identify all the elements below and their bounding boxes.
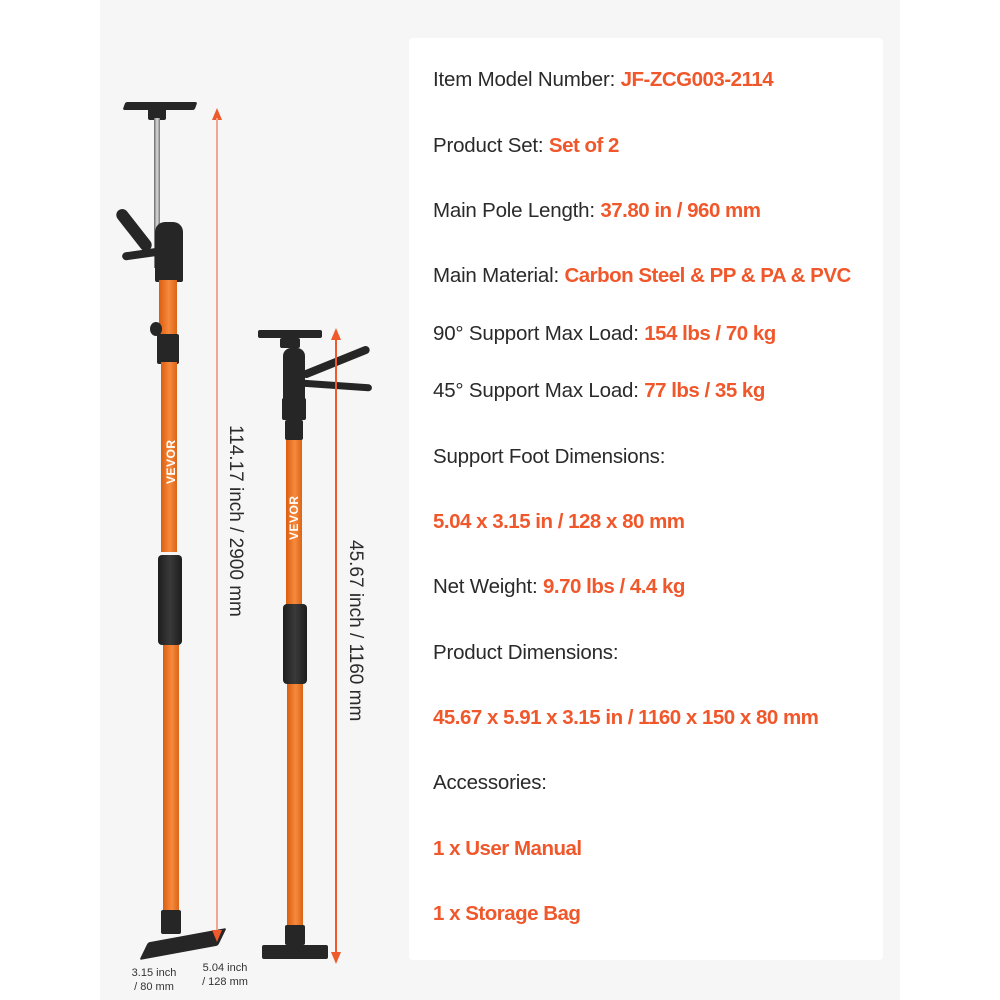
top-plate-mount-2 xyxy=(280,338,300,348)
tall-dimension-line xyxy=(216,118,218,933)
brand-logo-2: VEVOR xyxy=(287,495,301,540)
collar-sleeve-2 xyxy=(285,420,303,440)
spec-accessories-label: Accessories: xyxy=(433,771,547,794)
spec-label: Product Set: xyxy=(433,134,549,157)
lock-collar xyxy=(157,334,179,364)
spec-label: 90° Support Max Load: xyxy=(433,322,645,345)
foot-collar-2 xyxy=(285,925,305,945)
spec-value: 37.80 in / 960 mm xyxy=(600,199,761,222)
spec-label: Item Model Number: xyxy=(433,68,621,91)
top-plate-icon-2 xyxy=(258,330,322,338)
clamp-handle-icon xyxy=(114,207,154,254)
dimension-arrow-down-icon xyxy=(212,930,222,942)
spec-product-set xyxy=(433,134,619,158)
foot-plate-icon-2 xyxy=(262,945,328,959)
spec-product-dimensions-value: 45.67 x 5.91 x 3.15 in / 1160 x 150 x 80 mm xyxy=(433,706,819,729)
foot-width-mm: / 80 mm xyxy=(134,981,174,993)
clamp-body xyxy=(155,222,183,282)
spec-product-dimensions-label: Product Dimensions: xyxy=(433,641,619,664)
pole-upper-segment xyxy=(159,280,177,342)
foam-grip-2 xyxy=(283,604,307,684)
spec-value: JF-ZCG003-2114 xyxy=(620,68,774,91)
spec-load-90 xyxy=(433,322,776,346)
short-dimension-line xyxy=(335,338,337,956)
lock-knob-icon xyxy=(150,322,162,336)
pole-lower-segment-2 xyxy=(287,684,303,929)
short-pole-height-label: 45.67 inch / 1160 mm xyxy=(345,540,366,722)
spec-net-weight xyxy=(433,575,685,599)
spec-label: 45° Support Max Load: xyxy=(433,379,645,402)
brand-logo: VEVOR xyxy=(164,439,178,484)
spec-value: 9.70 lbs / 4.4 kg xyxy=(543,575,685,598)
spec-value: 154 lbs / 70 kg xyxy=(644,322,776,345)
pole-lower-segment xyxy=(163,645,179,915)
foot-collar xyxy=(161,910,181,934)
spec-value: Set of 2 xyxy=(548,134,619,157)
foot-length-mm: / 128 mm xyxy=(202,976,248,988)
dimension-arrow-down-icon-2 xyxy=(331,952,341,964)
spec-load-45 xyxy=(433,379,765,403)
spec-value: Carbon Steel & PP & PA & PVC xyxy=(564,264,851,287)
accessory-item: 1 x Storage Bag xyxy=(433,902,581,925)
foot-length-label xyxy=(194,961,256,989)
spec-foot-dimensions-label: Support Foot Dimensions: xyxy=(433,445,666,468)
foot-width-in: 3.15 inch xyxy=(131,967,177,979)
tall-pole-height-label: 114.17 inch / 2900 mm xyxy=(225,425,246,617)
accessory-item: 1 x User Manual xyxy=(433,837,582,860)
spec-label: Main Material: xyxy=(433,264,565,287)
lock-collar-2 xyxy=(282,398,306,420)
spec-value: 77 lbs / 35 kg xyxy=(644,379,765,402)
spec-label: Main Pole Length: xyxy=(433,199,601,222)
spec-label: Net Weight: xyxy=(433,575,544,598)
product-illustration xyxy=(0,0,400,1000)
spec-foot-dimensions-value: 5.04 x 3.15 in / 128 x 80 mm xyxy=(433,510,685,533)
spec-model-number xyxy=(433,68,773,92)
spec-panel xyxy=(409,38,883,960)
spec-material xyxy=(433,264,851,288)
foot-length-in: 5.04 inch xyxy=(202,962,248,974)
foam-grip xyxy=(158,555,182,645)
foot-width-label xyxy=(124,966,184,994)
spec-pole-length xyxy=(433,199,761,223)
